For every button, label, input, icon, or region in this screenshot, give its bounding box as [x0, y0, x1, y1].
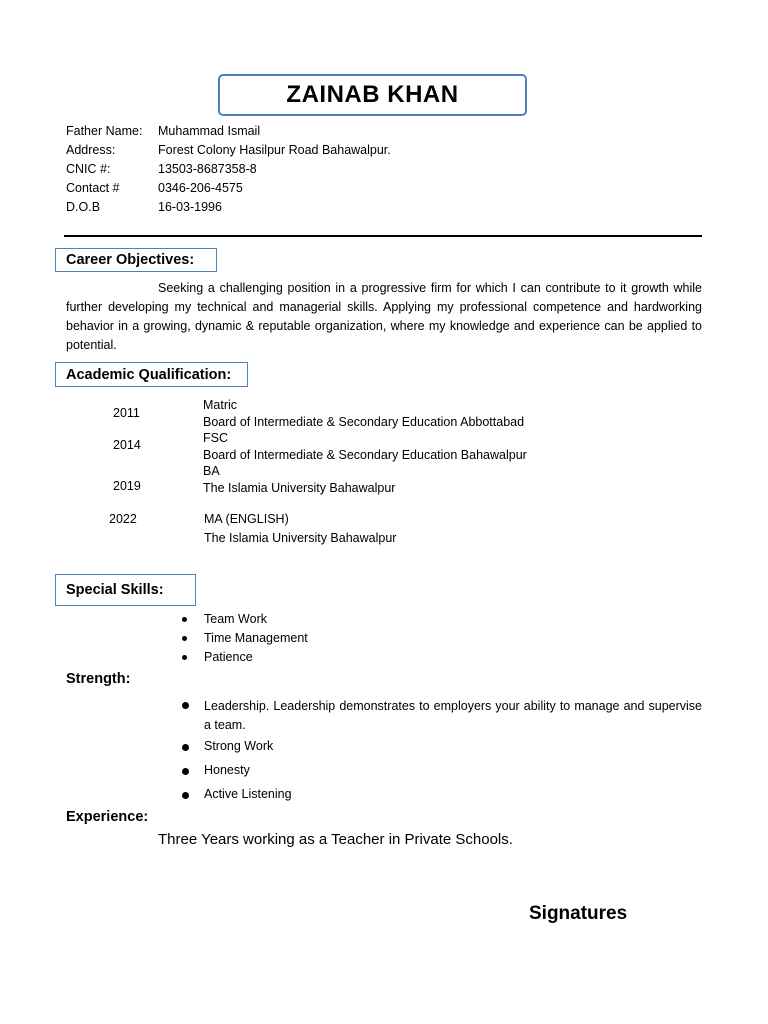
academic-qualification-heading-box: [55, 362, 248, 387]
bullet-icon: [182, 792, 189, 799]
bullet-icon: [182, 655, 187, 660]
institute-name: Board of Intermediate & Secondary Education Abbottabad: [203, 414, 525, 429]
academic-entry-3: [203, 463, 395, 496]
bullet-icon: [182, 768, 189, 775]
academic-year-1: 2011: [113, 406, 140, 420]
strength-item: [182, 787, 292, 801]
strength-item: [182, 739, 273, 753]
skill-item: [182, 650, 253, 664]
skill-item: [182, 612, 267, 626]
cnic-value: 13503-8687358-8: [158, 162, 257, 176]
academic-entry-2: [203, 430, 527, 463]
experience-heading: Experience:: [66, 809, 149, 825]
degree-name: Matric: [203, 398, 238, 412]
bullet-icon: [182, 702, 189, 709]
degree-name-4: MA (ENGLISH): [204, 512, 289, 526]
cnic-label: CNIC #:: [66, 162, 111, 176]
dob-value: 16-03-1996: [158, 200, 222, 214]
strength-text: Honesty: [204, 763, 250, 777]
candidate-name: ZAINAB KHAN: [286, 81, 459, 108]
career-objectives-text: Seeking a challenging position in a progressive firm for which I can contribute to it growth while further developing my technical and managerial skills. Applying my professional competence and hardworking behavior in a growing, dynamic & reputable organization, where my knowledge and experience can be applied to potential.: [66, 281, 702, 352]
degree-name: FSC: [203, 431, 228, 445]
divider-line: [64, 235, 702, 237]
career-objectives-heading-box: [55, 248, 217, 272]
special-skills-heading-box: [55, 574, 196, 606]
academic-year-4: 2022: [109, 512, 137, 526]
contact-label: Contact #: [66, 181, 120, 195]
bullet-icon: [182, 636, 187, 641]
name-box: [218, 74, 527, 116]
academic-year-2: 2014: [113, 438, 141, 452]
academic-year-3: 2019: [113, 479, 141, 493]
address-label: Address:: [66, 143, 116, 157]
institute-name: Board of Intermediate & Secondary Education Bahawalpur: [203, 447, 527, 462]
institute-name-4: The Islamia University Bahawalpur: [204, 531, 397, 545]
skill-item: [182, 631, 308, 645]
strength-heading: Strength:: [66, 671, 131, 687]
institute-name: The Islamia University Bahawalpur: [203, 480, 396, 495]
bullet-icon: [182, 744, 189, 751]
academic-qualification-heading: Academic Qualification:: [66, 366, 232, 383]
address-value: Forest Colony Hasilpur Road Bahawalpur.: [158, 143, 391, 157]
academic-entry-1: [203, 397, 524, 430]
degree-name: BA: [203, 464, 220, 478]
signatures-label: Signatures: [529, 903, 628, 924]
career-objectives-heading: Career Objectives:: [66, 252, 195, 268]
bullet-icon: [182, 617, 187, 622]
contact-value: 0346-206-4575: [158, 181, 243, 195]
strength-item: [182, 697, 702, 735]
strength-text: Active Listening: [204, 787, 292, 801]
father-name-value: Muhammad Ismail: [158, 124, 261, 138]
father-name-label: Father Name:: [66, 124, 143, 138]
experience-text: Three Years working as a Teacher in Private Schools.: [158, 831, 513, 848]
skill-text: Time Management: [204, 631, 308, 645]
strength-item: [182, 763, 250, 777]
strength-text: Leadership. Leadership demonstrates to employers your ability to manage and supervise a team.: [204, 699, 702, 732]
strength-text: Strong Work: [204, 739, 274, 753]
dob-label: D.O.B: [66, 200, 101, 214]
skill-text: Patience: [204, 650, 253, 664]
skill-text: Team Work: [204, 612, 267, 626]
special-skills-heading: Special Skills:: [66, 582, 164, 598]
